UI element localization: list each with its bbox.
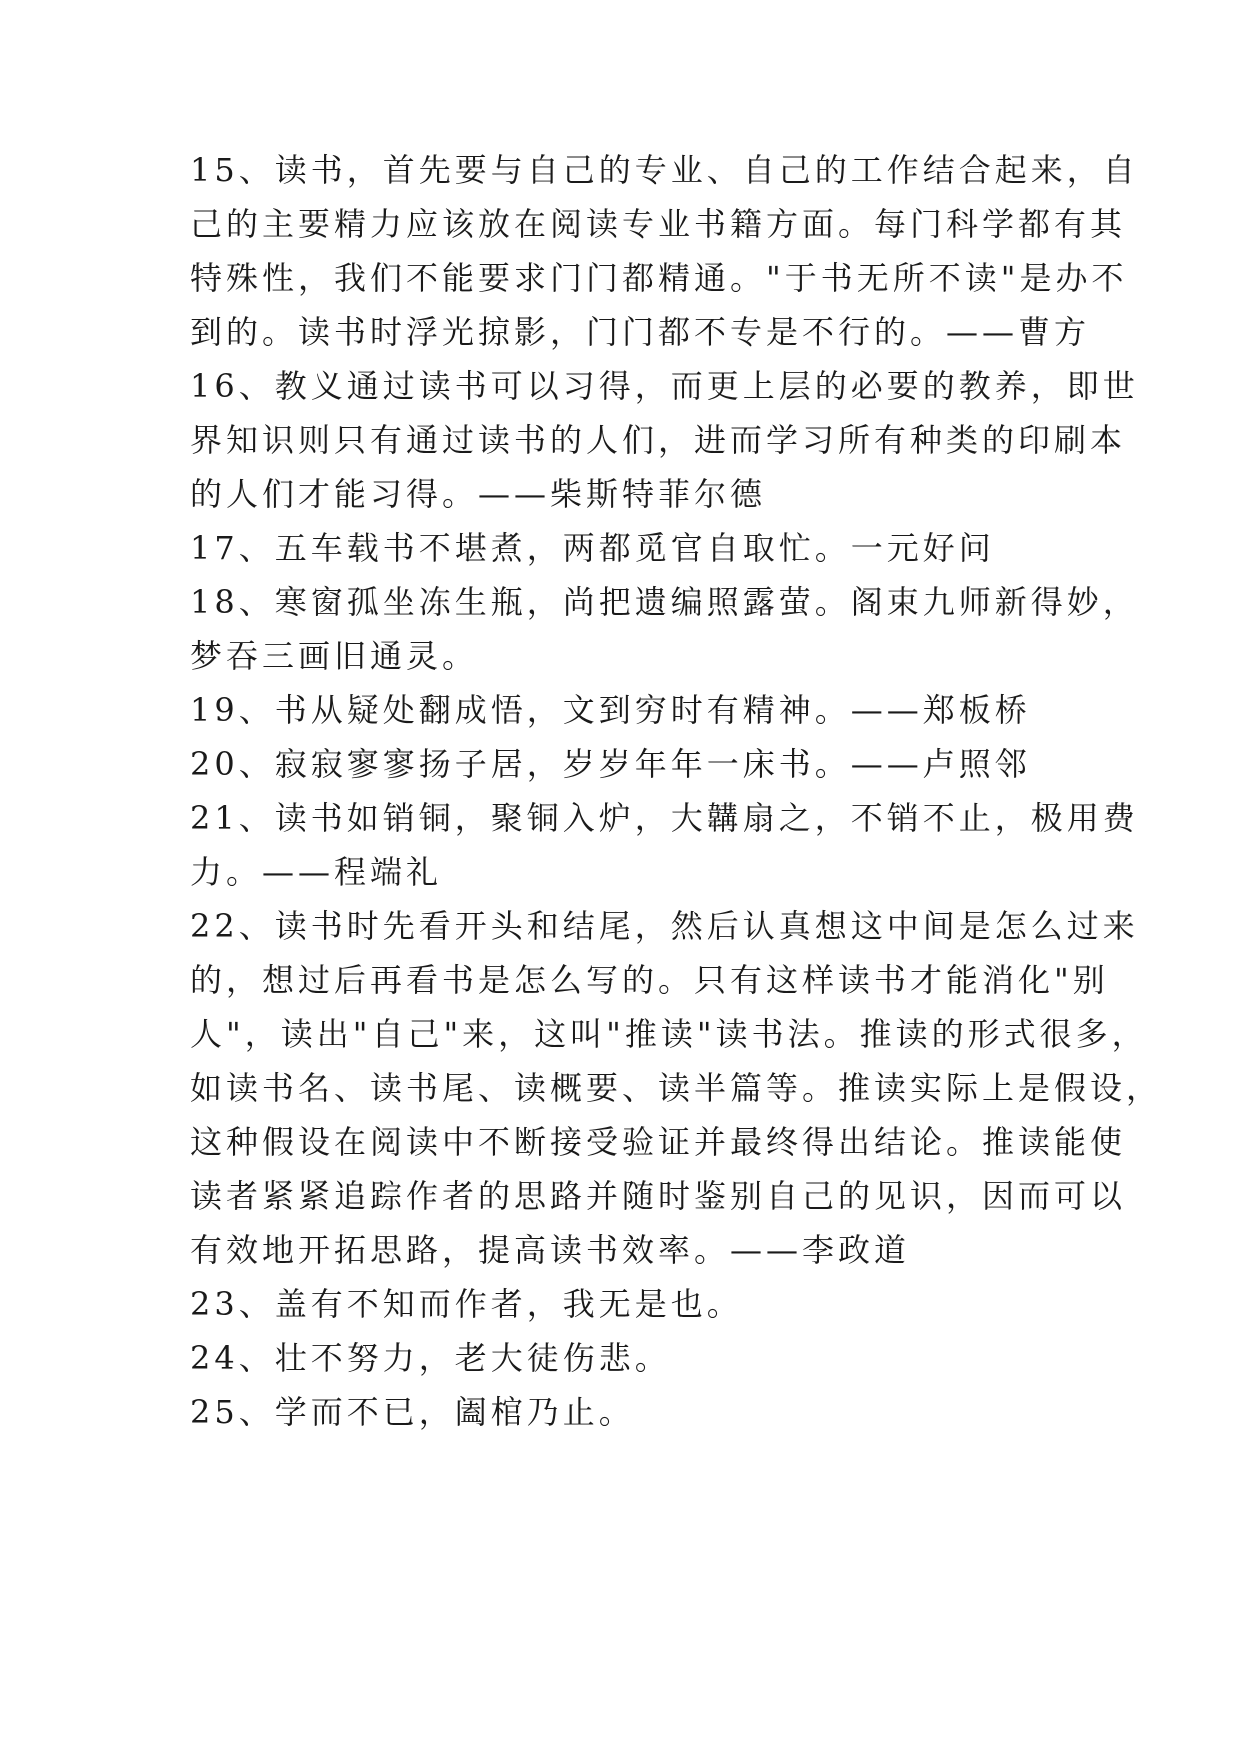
text-line: 如读书名、读书尾、读概要、读半篇等。推读实际上是假设， [190, 1069, 1163, 1107]
text-line: 界知识则只有通过读书的人们，进而学习所有种类的印刷本 [190, 421, 1127, 459]
text-line: 人"，读出"自己"来，这叫"推读"读书法。推读的形式很多， [190, 1015, 1148, 1053]
text-line: 有效地开拓思路，提高读书效率。——李政道 [190, 1231, 911, 1269]
text-line: 22、读书时先看开头和结尾，然后认真想这中间是怎么过来 [190, 907, 1139, 945]
text-line: 19、书从疑处翻成悟，文到穷时有精神。——郑板桥 [190, 691, 1031, 729]
text-line: 23、盖有不知而作者，我无是也。 [190, 1285, 743, 1323]
text-line: 这种假设在阅读中不断接受验证并最终得出结论。推读能使 [190, 1123, 1127, 1161]
text-line: 己的主要精力应该放在阅读专业书籍方面。每门科学都有其 [190, 205, 1127, 243]
text-line: 16、教义通过读书可以习得，而更上层的必要的教养，即世 [190, 367, 1139, 405]
text-line: 梦吞三画旧通灵。 [190, 637, 479, 675]
text-line: 20、寂寂寥寥扬子居，岁岁年年一床书。——卢照邻 [190, 745, 1031, 783]
text-line: 力。——程端礼 [190, 853, 443, 891]
text-line: 25、学而不已，阖棺乃止。 [190, 1393, 635, 1431]
text-line: 21、读书如销铜，聚铜入炉，大韝扇之，不销不止，极用费 [190, 799, 1139, 837]
text-line: 的，想过后再看书是怎么写的。只有这样读书才能消化"别 [190, 961, 1109, 999]
text-line: 15、读书，首先要与自己的专业、自己的工作结合起来，自 [190, 151, 1139, 189]
text-line: 18、寒窗孤坐冻生瓶，尚把遗编照露萤。阁束九师新得妙， [190, 583, 1139, 621]
text-line: 到的。读书时浮光掠影，门门都不专是不行的。——曹方 [190, 313, 1091, 351]
text-line: 的人们才能习得。——柴斯特菲尔德 [190, 475, 767, 513]
text-line: 24、壮不努力，老大徒伤悲。 [190, 1339, 671, 1377]
text-line: 17、五车载书不堪煮，两都觅官自取忙。一元好问 [190, 529, 995, 567]
text-line: 读者紧紧追踪作者的思路并随时鉴别自己的见识，因而可以 [190, 1177, 1127, 1215]
text-line: 特殊性，我们不能要求门门都精通。"于书无所不读"是办不 [190, 259, 1128, 297]
